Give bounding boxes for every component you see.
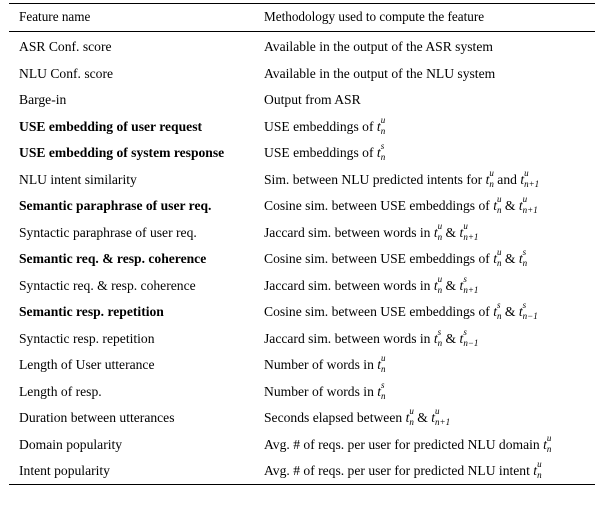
feature-name: Length of resp. — [19, 383, 102, 399]
feature-method: Avg. # of reqs. per user for predicted NLU intent t u $_n$ — [264, 459, 542, 480]
feature-method: Jaccard sim. between words in t u $_n$ & t u $_{n+1}$ — [264, 220, 479, 242]
feature-name: Barge-in — [19, 92, 67, 107]
feature-method: Available in the output of the NLU system — [264, 65, 496, 81]
feature-method: Sim. between NLU predicted intents for t u $_n$ and t u $_{n+1}$ — [264, 167, 540, 189]
feature-name: Length of User utterance — [19, 357, 155, 372]
table-row — [0, 405, 602, 431]
feature-method: USE embeddings of t u $_n$ — [264, 114, 386, 136]
feature-method: Number of words in t s $_n$ — [264, 379, 386, 401]
feature-name: Semantic req. & resp. coherence — [19, 251, 207, 266]
header-feature-name: Feature name — [19, 9, 91, 24]
table-row — [0, 193, 602, 219]
feature-name: USE embedding of system response — [19, 145, 225, 160]
table-row — [0, 34, 602, 60]
table-bottom-rule — [9, 484, 595, 485]
table-row — [0, 114, 602, 140]
feature-name: Semantic resp. repetition — [19, 304, 164, 319]
table-row — [0, 352, 602, 378]
feature-method: Cosine sim. between USE embeddings of t s $_n$ & t s $_{n-1}$ — [264, 300, 538, 321]
table-row — [0, 299, 602, 325]
feature-method: Jaccard sim. between words in t u $_n$ & t s $_{n+1}$ — [264, 273, 479, 295]
feature-name: Syntactic resp. repetition — [19, 330, 155, 346]
table-row — [0, 273, 602, 299]
feature-name: Syntactic paraphrase of user req. — [19, 224, 197, 240]
feature-name: Syntactic req. & resp. coherence — [19, 277, 196, 293]
table-header — [0, 4, 602, 30]
feature-method: Jaccard sim. between words in t s $_n$ & t s $_{n-1}$ — [264, 326, 479, 348]
feature-method: Cosine sim. between USE embeddings of t u $_n$ & t s $_n$ — [264, 247, 528, 268]
feature-name: NLU intent similarity — [19, 171, 137, 187]
feature-method: Output from ASR — [264, 92, 361, 107]
table-row — [0, 61, 602, 87]
feature-name: Duration between utterances — [19, 410, 175, 425]
feature-name: ASR Conf. score — [19, 39, 112, 54]
table-row — [0, 140, 602, 166]
feature-name: Intent popularity — [19, 463, 110, 478]
table-row — [0, 220, 602, 246]
feature-name: NLU Conf. score — [19, 65, 114, 81]
table-row — [0, 326, 602, 352]
table-row — [0, 379, 602, 405]
feature-method: Number of words in t u $_n$ — [264, 353, 386, 374]
feature-method: Seconds elapsed between t u $_n$ & t u $_{n+1}$ — [264, 406, 451, 427]
feature-method: Cosine sim. between USE embeddings of t u $_n$ & t u $_{n+1}$ — [264, 194, 538, 215]
feature-method: USE embeddings of t s $_n$ — [264, 141, 386, 162]
table-header-rule — [9, 31, 595, 32]
feature-method: Available in the output of the ASR system — [264, 39, 493, 54]
table-row — [0, 458, 602, 484]
feature-method: Avg. # of reqs. per user for predicted NLU domain t u $_n$ — [264, 432, 552, 454]
table-row — [0, 246, 602, 272]
feature-name: USE embedding of user request — [19, 118, 203, 134]
table-row — [0, 432, 602, 458]
table-row — [0, 167, 602, 193]
table-row — [0, 87, 602, 113]
feature-name: Domain popularity — [19, 436, 123, 452]
feature-name: Semantic paraphrase of user req. — [19, 198, 212, 213]
header-methodology: Methodology used to compute the feature — [264, 9, 485, 24]
